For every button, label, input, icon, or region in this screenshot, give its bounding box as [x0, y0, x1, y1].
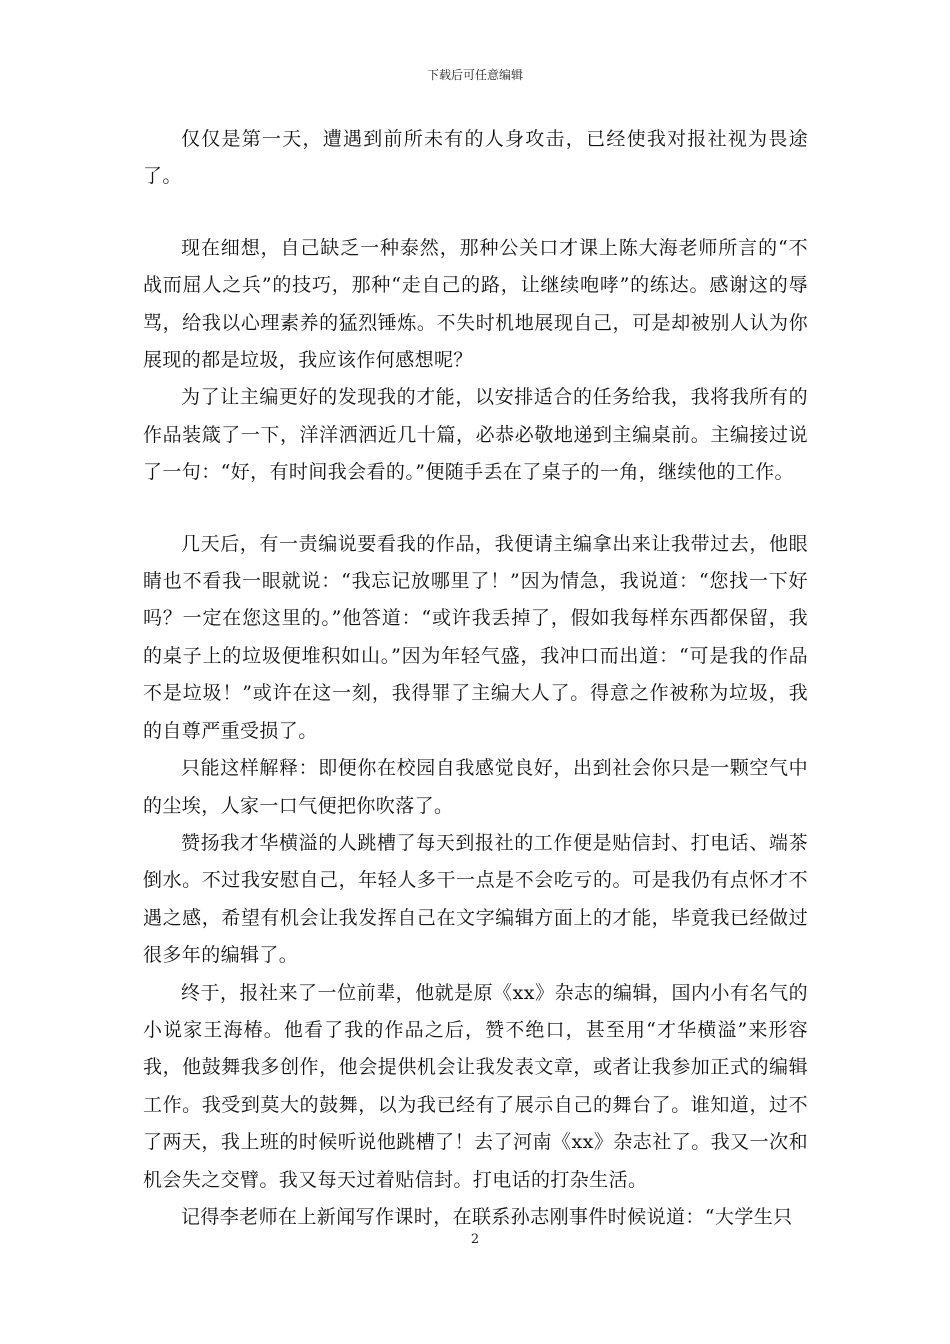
- paragraph: 只能这样解释：即便你在校园自我感觉良好，出到社会你只是一颗空气中的尘埃，人家一口气便把你吹落了。: [143, 757, 808, 817]
- paragraph: 记得李老师在上新闻写作课时，在联系孙志刚事件时候说道：“大学生只: [181, 1205, 793, 1228]
- page-number: 2: [470, 1232, 480, 1247]
- page-header: 下载后可任意编辑: [426, 68, 523, 82]
- paragraph: 为了让主编更好的发现我的才能，以安排适合的任务给我，我将我所有的作品装箴了一下，洋洋洒洒近几十篇，必恭必敬地递到主编桌前。主编接过说了一句：“好，有时间我会看的。”便随手丢在了桌子的一角，继续他的工作。: [143, 386, 808, 484]
- document-body: [143, 121, 808, 1236]
- paragraph: 终于，报社来了一位前辈，他就是原《xx》杂志的编辑，国内小有名气的小说家王海椿。他看了我的作品之后，赞不绝口，甚至用“才华横溢”来形容我，他鼓舞我多创作，他会提供机会让我发表文章，或者让我参加正式的编辑工作。我受到莫大的鼓舞，以为我已经有了展示自己的舞台了。谁知道，过不了两天，我上班的时候听说他跳槽了！去了河南《xx》杂志社了。我又一次和机会失之交臂。我又每天过着贴信封。打电话的打杂生活。: [143, 981, 808, 1191]
- paragraph: 现在细想，自己缺乏一种泰然，那种公关口才课上陈大海老师所言的“不战而屈人之兵”的技巧，那种“走自己的路，让继续咆哮”的练达。感谢这的辱骂，给我以心理素养的猛烈锤炼。不失时机地展现自己，可是却被别人认为你展现的都是垃圾，我应该作何感想呢？: [143, 236, 808, 372]
- paragraph: 赞扬我才华横溢的人跳槽了每天到报社的工作便是贴信封、打电话、端茶倒水。不过我安慰自己，年轻人多干一点是不会吃亏的。可是我仍有点怀才不遇之感，希望有机会让我发挥自己在文字编辑方面上的才能，毕竟我已经做过很多年的编辑了。: [143, 831, 808, 967]
- paragraph: 几天后，有一责编说要看我的作品，我便请主编拿出来让我带过去，他眼睛也不看我一眼就说：“我忘记放哪里了！”因为情急，我说道：“您找一下好吗？一定在您这里的。”他答道：“或许我丢掉了，假如我每样东西都保留，我的桌子上的垃圾便堆积如山。”因为年轻气盛，我冲口而出道：“可是我的作品不是垃圾！”或许在这一刻，我得罪了主编大人了。得意之作被称为垃圾，我的自尊严重受损了。: [143, 532, 808, 742]
- paragraph: 仅仅是第一天，遭遇到前所未有的人身攻击，已经使我对报社视为畏途了。: [143, 128, 808, 188]
